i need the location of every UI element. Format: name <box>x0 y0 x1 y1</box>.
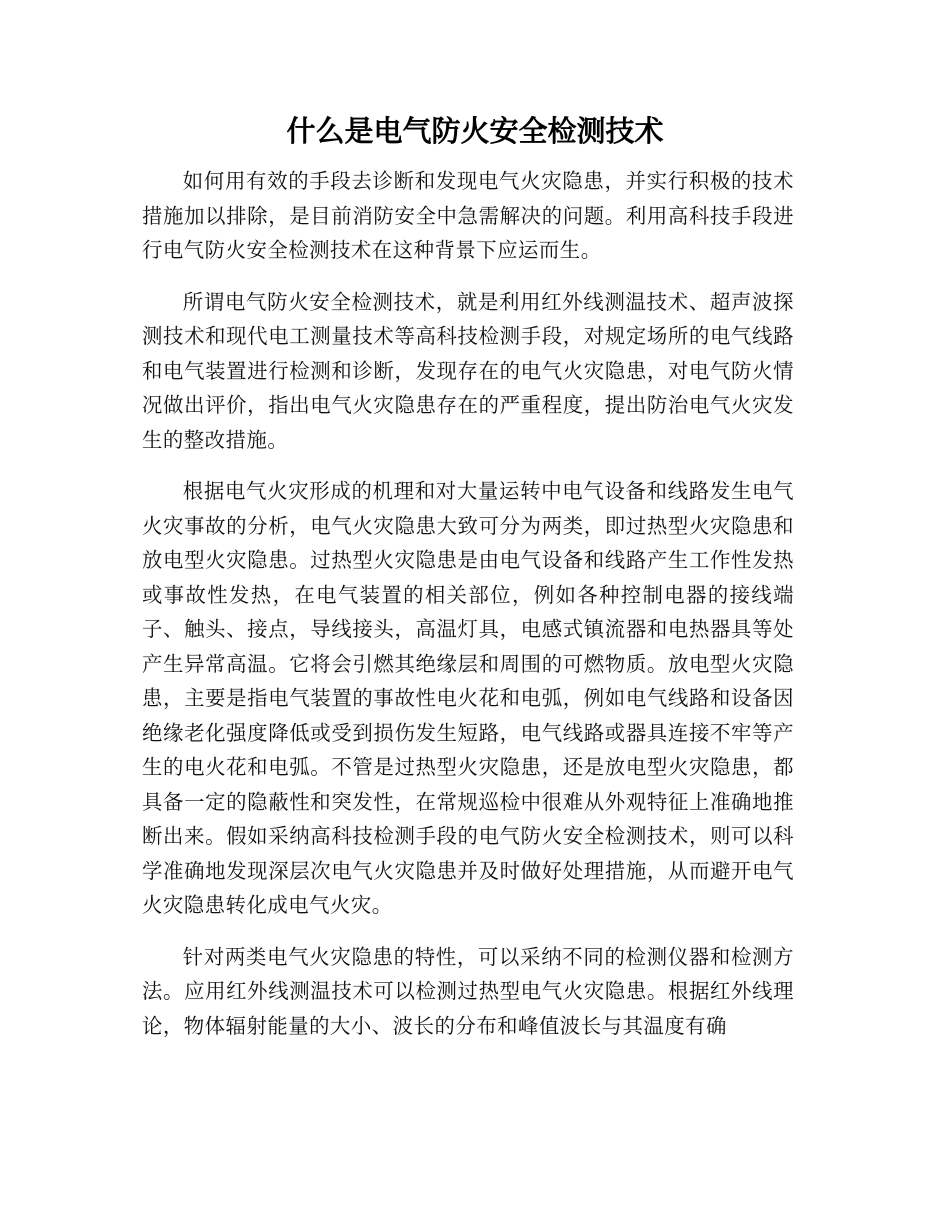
paragraph-3: 根据电气火灾形成的机理和对大量运转中电气设备和线路发生电气火灾事故的分析，电气火灾隐患大致可分为两类，即过热型火灾隐患和放电型火灾隐患。过热型火灾隐患是由电气设备和线路产生工作性发热或事故性发热，在电气装置的相关部位，例如各种控制电器的接线端子、触头、接点，导线接头，高温灯具，电感式镇流器和电热器具等处产生异常高温。它将会引燃其绝缘层和周围的可燃物质。放电型火灾隐患，主要是指电气装置的事故性电火花和电弧，例如电气线路和设备因绝缘老化强度降低或受到损伤发生短路，电气线路或器具连接不牢等产生的电火花和电弧。不管是过热型火灾隐患，还是放电型火灾隐患，都具备一定的隐蔽性和突发性，在常规巡检中很难从外观特征上准确地推断出来。假如采纳高科技检测手段的电气防火安全检测技术，则可以科学准确地发现深层次电气火灾隐患并及时做好处理措施，从而避开电气火灾隐患转化成电气火灾。 <box>142 479 794 917</box>
document-body <box>142 164 794 1060</box>
paragraph-2: 所谓电气防火安全检测技术，就是利用红外线测温技术、超声波探测技术和现代电工测量技术等高科技检测手段，对规定场所的电气线路和电气装置进行检测和诊断，发现存在的电气火灾隐患，对电气防火情况做出评价，指出电气火灾隐患存在的严重程度，提出防治电气火灾发生的整改措施。 <box>142 289 794 452</box>
paragraph-4: 针对两类电气火灾隐患的特性，可以采纳不同的检测仪器和检测方法。应用红外线测温技术可以检测过热型电气火灾隐患。根据红外线理论，物体辐射能量的大小、波长的分布和峰值波长与其温度有确 <box>142 944 794 1038</box>
page-title: 什么是电气防火安全检测技术 <box>286 114 664 148</box>
paragraph-1: 如何用有效的手段去诊断和发现电气火灾隐患，并实行积极的技术措施加以排除，是目前消防安全中急需解决的问题。利用高科技手段进行电气防火安全检测技术在这种背景下应运而生。 <box>142 169 794 262</box>
